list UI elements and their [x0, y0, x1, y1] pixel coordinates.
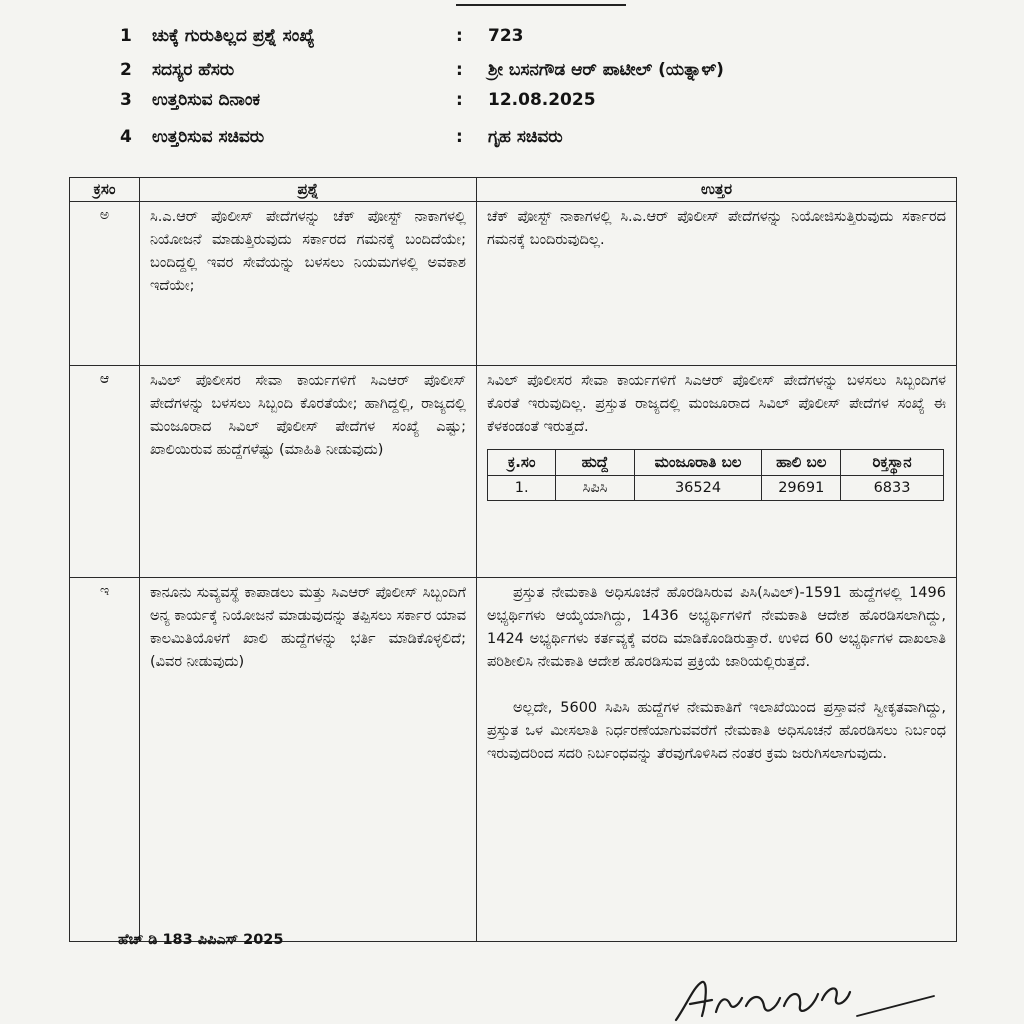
header-answer: ಉತ್ತರ	[477, 178, 957, 202]
vacancy-serial: 1.	[488, 476, 556, 501]
row-label: ಚುಕ್ಕೆ ಗುರುತಿಲ್ಲದ ಪ್ರಶ್ನೆ ಸಂಖ್ಯೆ	[152, 26, 315, 46]
row-number: 1	[120, 26, 132, 46]
header-question: ಪ್ರಶ್ನೆ	[140, 178, 477, 202]
question-cell: ಕಾನೂನು ಸುವ್ಯವಸ್ಥೆ ಕಾಪಾಡಲು ಮತ್ತು ಸಿಎಆರ್ ಪೊಲೀಸ್ ಸಿಬ್ಬಂದಿಗೆ ಅನ್ಯ ಕಾರ್ಯಕ್ಕೆ ನಿಯೋಜನೆ ಮಾಡುವುದನ್ನು ತಪ್ಪಿಸಲು ಸರ್ಕಾರ ಯಾವ ಕಾಲಮಿತಿಯೊಳಗೆ ಖಾಲಿ ಹುದ್ದೆಗಳನ್ನು ಭರ್ತಿ ಮಾಡಿಕೊಳ್ಳಲಿದೆ; (ವಿವರ ನೀಡುವುದು)	[140, 578, 477, 942]
qa-table-header	[70, 178, 957, 202]
answer-cell	[477, 578, 957, 942]
col-vacancy: ರಿಕ್ತಸ್ಥಾನ	[841, 450, 944, 476]
vacancy-table	[487, 449, 944, 501]
signature	[672, 976, 942, 1024]
table-row	[70, 366, 957, 578]
row-label: ಉತ್ತರಿಸುವ ಸಚಿವರು	[152, 127, 265, 147]
row-value: ಶ್ರೀ ಬಸನಗೌಡ ಆರ್ ಪಾಟೀಲ್ (ಯತ್ನಾಳ್)	[488, 60, 724, 80]
header-row-minister	[0, 123, 1024, 151]
vacancy-row	[488, 476, 944, 501]
answer-paragraph-2: ಅಲ್ಲದೇ, 5600 ಸಿಪಿಸಿ ಹುದ್ದೆಗಳ ನೇಮಕಾತಿಗೆ ಇಲಾಖೆಯಿಂದ ಪ್ರಸ್ತಾವನೆ ಸ್ವೀಕೃತವಾಗಿದ್ದು, ಪ್ರಸ್ತುತ ಒಳ ಮೀಸಲಾತಿ ನಿರ್ಧರಣೆಯಾಗುವವರೆಗೆ ನೇಮಕಾತಿ ಅಧಿಸೂಚನೆ ಹೊರಡಿಸಲು ನಿರ್ಬಂಧ ಇರುವುದರಿಂದ ಸದರಿ ನಿರ್ಬಂಧವನ್ನು ತೆರವುಗೊಳಿಸಿದ ನಂತರ ಕ್ರಮ ಜರುಗಿಸಲಾಗುವುದು.	[487, 700, 946, 762]
vacancy-vacant: 6833	[841, 476, 944, 501]
row-number: 2	[120, 60, 132, 80]
row-label: ಸದಸ್ಯರ ಹೆಸರು	[152, 60, 235, 80]
row-value: 723	[488, 26, 524, 46]
col-sanctioned: ಮಂಜೂರಾತಿ ಬಲ	[634, 450, 762, 476]
col-serial: ಕ್ರ.ಸಂ	[488, 450, 556, 476]
col-current: ಹಾಲಿ ಬಲ	[762, 450, 841, 476]
header-row-answer-date	[0, 86, 1024, 114]
row-colon: :	[456, 90, 463, 110]
serial-cell: ಅ	[70, 202, 140, 366]
answer-cell: ಚೆಕ್ ಪೋಸ್ಟ್ ನಾಕಾಗಳಲ್ಲಿ ಸಿ.ಎ.ಆರ್ ಪೊಲೀಸ್ ಪೇದೆಗಳನ್ನು ನಿಯೋಜಿಸುತ್ತಿರುವುದು ಸರ್ಕಾರದ ಗಮನಕ್ಕೆ ಬಂದಿರುವುದಿಲ್ಲ.	[477, 202, 957, 366]
vacancy-post: ಸಿಪಿಸಿ	[556, 476, 634, 501]
top-rule	[456, 0, 626, 6]
row-colon: :	[456, 26, 463, 46]
row-colon: :	[456, 127, 463, 147]
answer-paragraph-1: ಪ್ರಸ್ತುತ ನೇಮಕಾತಿ ಅಧಿಸೂಚನೆ ಹೊರಡಿಸಿರುವ ಪಿಸಿ(ಸಿವಿಲ್)-1591 ಹುದ್ದೆಗಳಲ್ಲಿ 1496 ಅಭ್ಯರ್ಥಿಗಳು ಆಯ್ಕೆಯಾಗಿದ್ದು, 1436 ಅಭ್ಯರ್ಥಿಗಳಿಗೆ ನೇಮಕಾತಿ ಆದೇಶ ಹೊರಡಿಸಲಾಗಿದ್ದು, 1424 ಅಭ್ಯರ್ಥಿಗಳು ಕರ್ತವ್ಯಕ್ಕೆ ವರದಿ ಮಾಡಿಕೊಂಡಿರುತ್ತಾರೆ. ಉಳಿದ 60 ಅಭ್ಯರ್ಥಿಗಳ ದಾಖಲಾತಿ ಪರಿಶೀಲಿಸಿ ನೇಮಕಾತಿ ಆದೇಶ ಹೊರಡಿಸುವ ಪ್ರಕ್ರಿಯೆ ಜಾರಿಯಲ್ಲಿರುತ್ತದೆ.	[487, 585, 946, 670]
row-number: 4	[120, 127, 132, 147]
table-row	[70, 202, 957, 366]
row-number: 3	[120, 90, 132, 110]
header-serial: ಕ್ರಸಂ	[70, 178, 140, 202]
row-label: ಉತ್ತರಿಸುವ ದಿನಾಂಕ	[152, 90, 261, 110]
question-cell: ಸಿ.ಎ.ಆರ್ ಪೊಲೀಸ್ ಪೇದೆಗಳನ್ನು ಚೆಕ್ ಪೋಸ್ಟ್ ನಾಕಾಗಳಲ್ಲಿ ನಿಯೋಜನೆ ಮಾಡುತ್ತಿರುವುದು ಸರ್ಕಾರದ ಗಮನಕ್ಕೆ ಬಂದಿದೆಯೇ; ಬಂದಿದ್ದಲ್ಲಿ ಇವರ ಸೇವೆಯನ್ನು ಬಳಸಲು ನಿಯಮಗಳಲ್ಲಿ ಅವಕಾಶ ಇದೆಯೇ;	[140, 202, 477, 366]
col-post: ಹುದ್ದೆ	[556, 450, 634, 476]
row-value: ಗೃಹ ಸಚಿವರು	[488, 127, 563, 147]
reference-number: ಹೆಚ್ ಡಿ 183 ಪಿಪಿಎಸ್ 2025	[118, 932, 284, 948]
answer-cell	[477, 366, 957, 578]
serial-cell: ಇ	[70, 578, 140, 942]
row-value: 12.08.2025	[488, 90, 596, 110]
qa-table	[69, 177, 957, 942]
serial-cell: ಆ	[70, 366, 140, 578]
header-row-member-name	[0, 56, 1024, 84]
vacancy-table-header	[488, 450, 944, 476]
header-row-question-number	[0, 22, 1024, 50]
question-cell: ಸಿವಿಲ್ ಪೊಲೀಸರ ಸೇವಾ ಕಾರ್ಯಗಳಿಗೆ ಸಿಎಆರ್ ಪೊಲೀಸ್ ಪೇದೆಗಳನ್ನು ಬಳಸಲು ಸಿಬ್ಬಂದಿ ಕೊರತೆಯೇ; ಹಾಗಿದ್ದಲ್ಲಿ, ರಾಜ್ಯದಲ್ಲಿ ಮಂಜೂರಾದ ಸಿವಿಲ್ ಪೊಲೀಸ್ ಪೇದೆಗಳ ಸಂಖ್ಯೆ ಎಷ್ಟು; ಖಾಲಿಯಿರುವ ಹುದ್ದೆಗಳೆಷ್ಟು (ಮಾಹಿತಿ ನೀಡುವುದು)	[140, 366, 477, 578]
table-row	[70, 578, 957, 942]
answer-text: ಸಿವಿಲ್ ಪೊಲೀಸರ ಸೇವಾ ಕಾರ್ಯಗಳಿಗೆ ಸಿಎಆರ್ ಪೊಲೀಸ್ ಪೇದೆಗಳನ್ನು ಬಳಸಲು ಸಿಬ್ಬಂದಿಗಳ ಕೊರತೆ ಇರುವುದಿಲ್ಲ. ಪ್ರಸ್ತುತ ರಾಜ್ಯದಲ್ಲಿ ಮಂಜೂರಾದ ಸಿವಿಲ್ ಪೊಲೀಸ್ ಪೇದೆಗಳ ಸಂಖ್ಯೆ ಈ ಕೆಳಕಂಡಂತೆ ಇರುತ್ತದೆ.	[487, 373, 946, 435]
vacancy-current: 29691	[762, 476, 841, 501]
row-colon: :	[456, 60, 463, 80]
vacancy-sanctioned: 36524	[634, 476, 762, 501]
